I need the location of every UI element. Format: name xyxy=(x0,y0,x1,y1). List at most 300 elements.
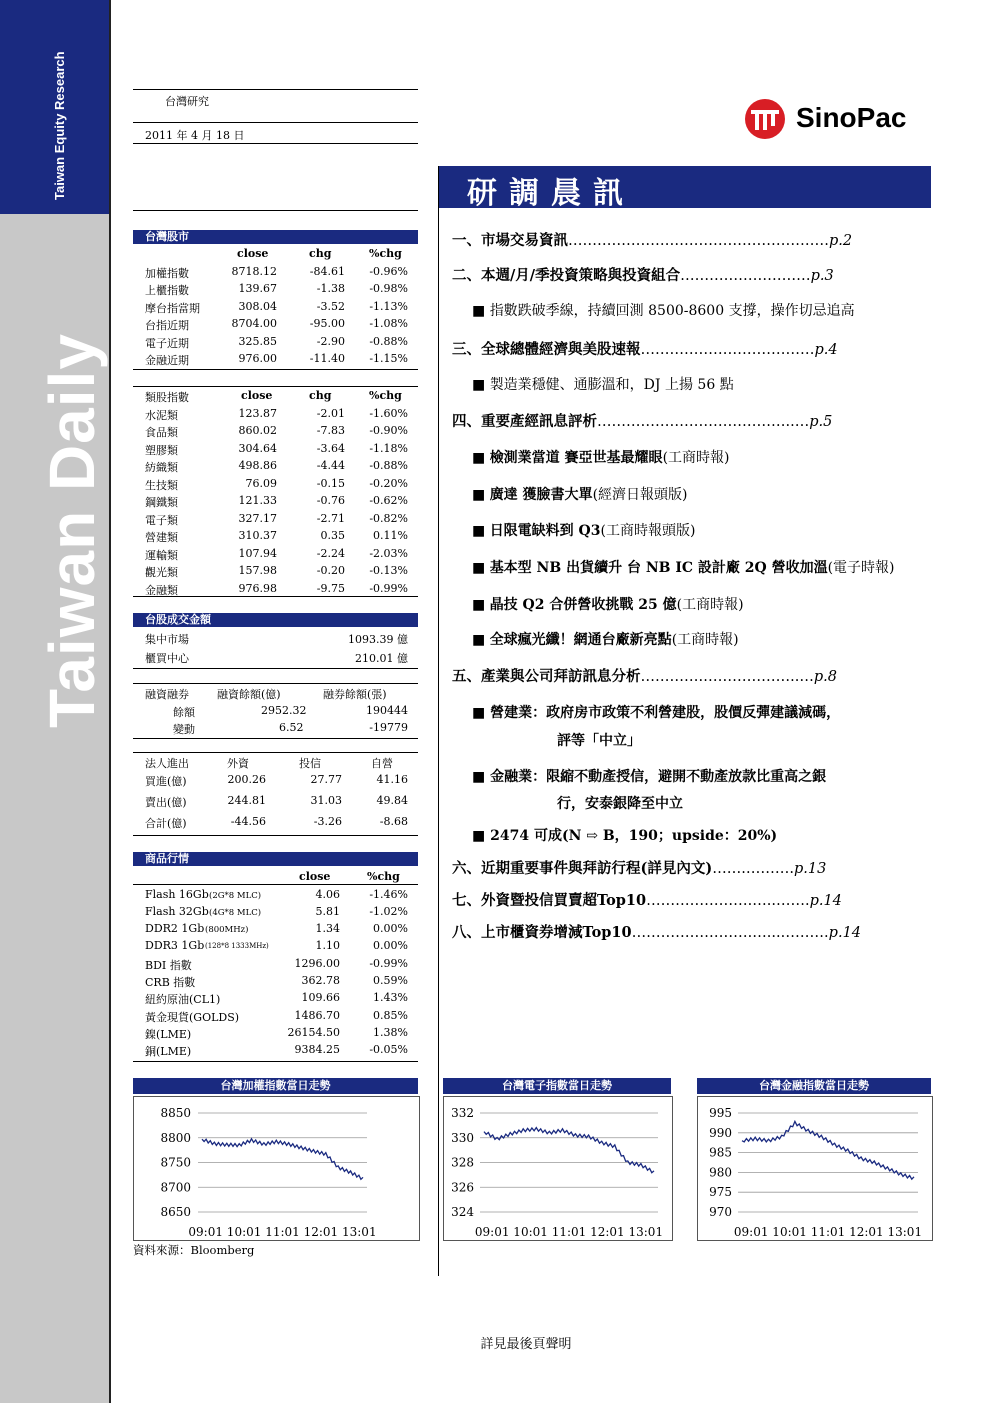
col-close: close xyxy=(299,870,331,883)
source-note: 資料來源：Bloomberg xyxy=(133,1243,255,1257)
sidebar-title: Taiwan Daily xyxy=(36,333,108,728)
sector-row-cell: -7.83 xyxy=(316,424,345,437)
sector-row-cell: -2.71 xyxy=(316,511,345,525)
commodity-name: Flash 16Gb xyxy=(145,887,209,901)
market-row-cell: -84.61 xyxy=(309,264,345,278)
commodity-row xyxy=(133,955,418,972)
commodity-name: DDR2 1Gb xyxy=(145,922,205,936)
sector-header-row xyxy=(133,387,418,405)
inst-row-cell: 41.16 xyxy=(376,772,408,786)
col-chg: chg xyxy=(309,247,332,260)
chart-electronics-svg xyxy=(444,1097,672,1240)
short-value: 190444 xyxy=(366,703,408,717)
inst-row-cell: 31.03 xyxy=(310,793,342,807)
toc-page: p.4 xyxy=(814,342,838,358)
toc-dots: …………………….…...………. xyxy=(631,925,829,941)
market-row-cell: 電子近期 xyxy=(145,336,189,350)
toc-label: 八、上市櫃資券增減Top10 xyxy=(452,924,632,941)
bullet-industry-1-cont: 評等「中立」 xyxy=(557,733,641,749)
market-row-cell: 上櫃指數 xyxy=(145,284,189,297)
sector-row-cell: 0.35 xyxy=(320,529,345,542)
toc-dots: ………………….…..……. xyxy=(646,893,810,909)
commodity-pchg: -1.46% xyxy=(369,887,408,901)
sector-row xyxy=(133,457,418,475)
inst-row xyxy=(133,813,418,834)
commodity-row xyxy=(133,920,418,937)
col-margin: 融資融券 xyxy=(145,688,189,701)
market-rule xyxy=(133,369,418,370)
margin-rule xyxy=(133,738,418,739)
commodity-name: 紐約原油(CL1) xyxy=(145,993,221,1007)
sector-row-cell: -0.90% xyxy=(369,424,408,437)
commodity-name: BDI 指數 xyxy=(145,958,192,972)
commodities-heading: 商品行情 xyxy=(133,852,418,866)
market-row-cell: -0.98% xyxy=(369,282,408,295)
y-tick-label: 8800 xyxy=(160,1130,191,1145)
turnover-row xyxy=(133,648,418,667)
sector-row-cell: 107.94 xyxy=(238,546,277,560)
market-row-cell: -3.52 xyxy=(316,299,345,313)
toc-entry[interactable] xyxy=(452,889,842,910)
title-bar xyxy=(439,166,931,211)
commodities-table xyxy=(133,868,418,1058)
sector-row-cell: -0.62% xyxy=(369,494,408,507)
bullet-title: 檢測業當道 賽亞世基最耀眼 xyxy=(489,450,663,466)
sector-row-cell: 運輸類 xyxy=(145,548,178,562)
toc-entry[interactable] xyxy=(452,229,852,250)
toc-dots: …….………. xyxy=(712,861,794,877)
bullet-news-2: ■ 廣達 獲臉書大單(經濟日報頭版) xyxy=(472,487,688,503)
market-row-cell: -95.00 xyxy=(309,317,345,330)
bullet-source: (電子時報) xyxy=(827,560,895,576)
header-rule-table xyxy=(133,210,418,211)
sector-row-cell: 鋼鐵類 xyxy=(145,496,178,509)
col-pchg: %chg xyxy=(369,389,402,402)
bullet-news-1: ■ 檢測業當道 賽亞世基最耀眼(工商時報) xyxy=(472,450,730,466)
y-tick-label: 8700 xyxy=(160,1180,191,1195)
market-row xyxy=(133,280,418,298)
toc-page: p.3 xyxy=(810,268,834,284)
sector-row xyxy=(133,405,418,423)
col-margin-balance: 融資餘額(億) xyxy=(217,688,281,701)
market-row-cell: -11.40 xyxy=(309,352,345,365)
sector-row-cell: -0.76 xyxy=(316,494,345,507)
y-tick-label: 975 xyxy=(709,1185,732,1200)
toc-dots: …………………………………..… xyxy=(597,414,810,430)
inst-row-cell: 買進(億) xyxy=(145,774,187,788)
inst-row-cell: -8.68 xyxy=(379,814,408,828)
sector-row xyxy=(133,562,418,580)
market-header-row xyxy=(133,245,418,263)
turnover-label: 集中市場 xyxy=(145,633,189,646)
sector-row xyxy=(133,440,418,458)
y-tick-label: 332 xyxy=(451,1106,474,1120)
col-dealer: 自營 xyxy=(371,757,393,770)
series-line xyxy=(484,1128,654,1173)
toc-label: 一、市場交易資訊 xyxy=(452,232,568,249)
market-row-cell: -0.88% xyxy=(369,334,408,348)
turnover-label: 櫃買中心 xyxy=(145,652,189,665)
col-short-balance: 融券餘額(張) xyxy=(323,688,387,701)
toc-label: 二、本週/月/季投資策略與投資組合 xyxy=(452,267,681,284)
margin-header-row xyxy=(133,684,418,702)
bullet-news-5: ■ 晶技 Q2 合併營收挑戰 25 億(工商時報) xyxy=(472,597,744,613)
sector-row xyxy=(133,510,418,528)
col-inst: 法人進出 xyxy=(145,757,189,770)
sector-row-cell: 金融類 xyxy=(145,583,178,597)
market-row-cell: 139.67 xyxy=(238,282,277,295)
market-row-cell: 金融近期 xyxy=(145,354,189,367)
market-row-cell: 摩台指當期 xyxy=(145,301,200,315)
bullet-text: 製造業穩健、通膨溫和，DJ 上揚 56 點 xyxy=(489,377,734,393)
sector-row-cell: 976.98 xyxy=(238,581,277,595)
turnover-value: 210.01 億 xyxy=(355,652,408,665)
bullet-title: 廣達 獲臉書大單 xyxy=(489,487,593,503)
margin-label: 餘額 xyxy=(173,705,195,719)
y-tick-label: 980 xyxy=(709,1165,732,1180)
commodity-pchg: 0.59% xyxy=(373,973,408,987)
sector-row-cell: 498.86 xyxy=(238,459,277,472)
short-value: -19779 xyxy=(369,721,408,734)
commodity-row xyxy=(133,903,418,920)
y-tick-label: 328 xyxy=(451,1155,474,1170)
commodity-header-rule xyxy=(133,884,418,885)
market-row-cell: 325.85 xyxy=(238,334,277,348)
commodity-row xyxy=(133,989,418,1006)
inst-row-cell: -3.26 xyxy=(313,814,342,828)
inst-row-cell: 賣出(億) xyxy=(145,795,187,809)
toc-page: p.14 xyxy=(828,925,862,941)
commodity-pchg: -0.99% xyxy=(369,956,408,970)
sector-row-cell: 76.09 xyxy=(245,476,277,490)
bullet-source: (工商時報) xyxy=(662,450,730,466)
sector-row xyxy=(133,422,418,440)
commodity-close: 26154.50 xyxy=(287,1025,340,1039)
bullet-company: ■ 2474 可成(N ⇨ B，190；upside：20%) xyxy=(472,828,778,844)
bullet-news-6: ■ 全球瘋光纖！網通台廠新亮點(工商時報) xyxy=(472,632,739,648)
commodity-name: Flash 32Gb xyxy=(145,904,209,918)
sector-row-cell: 塑膠類 xyxy=(145,443,178,457)
margin-row xyxy=(133,702,418,720)
col-chg: chg xyxy=(309,389,332,402)
commodity-pchg: 1.38% xyxy=(373,1025,408,1039)
toc-entry[interactable] xyxy=(452,857,826,878)
market-row-cell: -1.13% xyxy=(369,299,408,313)
sector-row-cell: 食品類 xyxy=(145,426,178,439)
toc-entry[interactable] xyxy=(452,338,838,359)
sector-row-cell: -0.20 xyxy=(316,564,345,577)
footer-disclaimer: 詳見最後頁聲明 xyxy=(480,1337,572,1352)
margin-value: 2952.32 xyxy=(261,703,307,717)
commodity-close: 1.34 xyxy=(315,922,340,936)
market-row-cell: 台指近期 xyxy=(145,319,189,332)
toc-page: p.8 xyxy=(813,669,837,685)
commodity-row xyxy=(133,1041,418,1058)
bullet-title: 全球瘋光纖！網通台廠新亮點 xyxy=(489,632,672,648)
y-tick-label: 970 xyxy=(709,1205,732,1219)
sector-row-cell: -0.20% xyxy=(369,476,408,490)
bullet-industry-2: ■ 金融業：限縮不動產授信，避開不動產放款比重高之銀 xyxy=(472,769,827,785)
commodity-name: 銅(LME) xyxy=(145,1045,192,1059)
sector-row-cell: 0.11% xyxy=(373,529,408,542)
market-row-cell: -2.90 xyxy=(316,334,345,348)
sector-row-cell: -9.75 xyxy=(316,581,345,595)
market-row-cell: -1.15% xyxy=(369,352,408,365)
toc-entry[interactable] xyxy=(452,665,837,686)
sector-row-cell: -0.88% xyxy=(369,459,408,472)
market-row xyxy=(133,333,418,351)
bullet-text: 金融業：限縮不動產授信，避開不動產放款比重高之銀 xyxy=(490,769,827,785)
col-pchg: %chg xyxy=(369,247,402,260)
commodity-name: 鎳(LME) xyxy=(145,1027,192,1041)
y-tick-label: 326 xyxy=(451,1180,474,1195)
sector-row-cell: 860.02 xyxy=(238,424,277,437)
sector-row-cell: -2.03% xyxy=(369,546,408,560)
sector-row-cell: -0.15 xyxy=(316,476,345,490)
sector-row-cell: 電子類 xyxy=(145,513,178,527)
sector-row-cell: 營建類 xyxy=(145,531,178,544)
turnover-table xyxy=(133,629,418,667)
bullet-text: 指數跌破季線，持續回測 8500-8600 支撐，操作切忌追高 xyxy=(489,303,855,319)
sinopac-logo-icon xyxy=(742,98,788,140)
bullet-text: 2474 可成(N ⇨ B，190；upside：20%) xyxy=(490,828,778,844)
sector-row-cell: -1.60% xyxy=(369,406,408,420)
chart-electronics xyxy=(443,1096,673,1241)
commodity-close: 362.78 xyxy=(301,973,340,987)
commodity-close: 5.81 xyxy=(315,904,340,918)
inst-row-cell: 49.84 xyxy=(376,793,408,807)
commodity-header-row xyxy=(133,868,418,886)
col-pchg: %chg xyxy=(367,870,400,883)
toc-label: 七、外資暨投信買賣超Top10 xyxy=(452,892,647,909)
toc-page: p.5 xyxy=(809,414,833,430)
commodity-close: 1486.70 xyxy=(294,1008,340,1022)
commodity-row xyxy=(133,1024,418,1041)
sinopac-logo xyxy=(742,98,932,140)
turnover-heading: 台股成交金額 xyxy=(133,613,418,627)
commodity-row xyxy=(133,937,418,954)
y-tick-label: 8750 xyxy=(160,1155,191,1170)
sector-row-cell: -1.18% xyxy=(369,441,408,455)
bullet-industry-1: ■ 營建業：政府房市政策不利營建股，股價反彈建議減碼， xyxy=(472,705,841,721)
col-trust: 投信 xyxy=(299,757,321,770)
header-rule-bottom xyxy=(133,143,418,144)
chart-finance-svg xyxy=(698,1097,932,1240)
y-tick-label: 8650 xyxy=(160,1205,191,1219)
sector-row xyxy=(133,580,418,598)
toc-page: p.13 xyxy=(793,861,827,877)
logo-text: SinoPac xyxy=(796,102,907,133)
market-row xyxy=(133,315,418,333)
market-row xyxy=(133,350,418,368)
inst-header-row xyxy=(133,753,418,771)
sector-row-cell: -0.99% xyxy=(369,581,408,595)
sector-row-cell: 紡織類 xyxy=(145,461,178,474)
sector-row-cell: 水泥類 xyxy=(145,408,178,422)
market-row-cell: -1.08% xyxy=(369,317,408,330)
y-tick-label: 330 xyxy=(451,1130,474,1145)
market-row-cell: 8704.00 xyxy=(231,317,277,330)
toc-entry[interactable] xyxy=(452,264,834,285)
market-table xyxy=(133,245,418,368)
sector-row-cell: -0.82% xyxy=(369,511,408,525)
col-close: close xyxy=(241,389,273,402)
market-heading: 台灣股市 xyxy=(133,230,418,244)
header-rule-mid xyxy=(133,122,418,123)
bullet-source: (經濟日報頭版) xyxy=(592,487,688,503)
x-tick-labels: 09:01 10:01 11:01 12:01 13:01 xyxy=(188,1225,377,1239)
toc-dots: ……………………………… xyxy=(640,342,815,358)
commodity-spec: (128*8 1333MHz) xyxy=(205,942,269,951)
commodity-pchg: 1.43% xyxy=(373,991,408,1005)
bullet-global: ■ 製造業穩健、通膨溫和，DJ 上揚 56 點 xyxy=(472,377,734,393)
sector-row-cell: -0.13% xyxy=(369,564,408,577)
bullet-industry-2-cont: 行，安泰銀降至中立 xyxy=(557,796,683,812)
market-row xyxy=(133,263,418,281)
toc-dots: ……………………… xyxy=(680,268,811,284)
sidebar xyxy=(0,0,111,1403)
commodity-spec: (4G*8 MLC) xyxy=(209,907,262,918)
toc-label: 五、產業與公司拜訪訊息分析 xyxy=(452,668,641,685)
inst-row-cell: 244.81 xyxy=(227,793,266,807)
commodity-row xyxy=(133,972,418,989)
page-title: 研調晨訊 xyxy=(467,176,635,211)
margin-row xyxy=(133,719,418,737)
bullet-title: 基本型 NB 出貨續升 台 NB IC 設計廠 2Q 營收加溫 xyxy=(489,560,828,576)
sector-row-cell: 304.64 xyxy=(238,441,277,455)
commodity-pchg: 0.00% xyxy=(373,939,408,953)
col-foreign: 外資 xyxy=(227,757,249,770)
bullet-title: 晶技 Q2 合併營收挑戰 25 億 xyxy=(489,597,677,613)
chart-taiex-svg xyxy=(134,1097,419,1240)
sector-row-cell: 觀光類 xyxy=(145,566,178,579)
inst-row xyxy=(133,792,418,813)
bullet-news-3: ■ 日限電缺料到 Q3(工商時報頭版) xyxy=(472,523,696,539)
market-row-cell: 8718.12 xyxy=(231,264,277,278)
header-rule-top xyxy=(133,89,418,90)
series-line xyxy=(202,1139,363,1180)
inst-row xyxy=(133,771,418,792)
chart-finance xyxy=(697,1096,933,1241)
y-tick-label: 990 xyxy=(709,1125,732,1140)
sector-rule xyxy=(133,596,418,597)
inst-row-cell: -44.56 xyxy=(230,814,266,828)
column-divider xyxy=(438,166,439,1276)
turnover-value: 1093.39 億 xyxy=(348,633,408,646)
inst-rule xyxy=(133,835,418,836)
y-tick-label: 995 xyxy=(709,1106,732,1120)
commodity-pchg: -1.02% xyxy=(369,904,408,918)
chart-title-finance: 台灣金融指數當日走勢 xyxy=(697,1078,931,1094)
col-close: close xyxy=(237,247,269,260)
commodity-pchg: -0.05% xyxy=(369,1043,408,1057)
commodity-row xyxy=(133,886,418,903)
y-tick-label: 8850 xyxy=(160,1106,191,1120)
commodity-close: 109.66 xyxy=(301,991,340,1005)
commodity-close: 1296.00 xyxy=(294,956,340,970)
toc-dots: ……………………………………………… xyxy=(568,233,829,249)
sector-row xyxy=(133,545,418,563)
sector-row-cell: -2.01 xyxy=(316,406,345,420)
bullet-source: (工商時報頭版) xyxy=(600,523,696,539)
inst-row-cell: 27.77 xyxy=(310,772,342,786)
market-row-cell: -1.38 xyxy=(316,282,345,295)
commodity-spec: (800MHz) xyxy=(205,925,249,936)
x-tick-labels: 09:01 10:01 11:01 12:01 13:01 xyxy=(733,1225,923,1239)
col-sector: 類股指數 xyxy=(145,391,189,404)
bullet-strategy: ■ 指數跌破季線，持續回測 8500-8600 支撐，操作切忌追高 xyxy=(472,303,855,319)
commodity-name: CRB 指數 xyxy=(145,975,196,989)
turnover-row xyxy=(133,629,418,648)
market-row xyxy=(133,298,418,316)
market-row-cell: 308.04 xyxy=(238,299,277,313)
series-line xyxy=(742,1121,914,1179)
sector-row xyxy=(133,527,418,545)
commodity-pchg: 0.00% xyxy=(373,922,408,936)
sector-row-cell: 327.17 xyxy=(238,511,277,525)
commodity-spec: (2G*8 MLC) xyxy=(209,890,262,901)
margin-value: 6.52 xyxy=(279,721,304,734)
sector-row-cell: 157.98 xyxy=(238,564,277,577)
sidebar-top-text: Taiwan Equity Research xyxy=(52,51,67,200)
bullet-title: 日限電缺料到 Q3 xyxy=(489,523,601,539)
toc-label: 四、重要產經訊息評析 xyxy=(452,413,597,430)
toc-label: 三、全球總體經濟與美股速報 xyxy=(452,341,641,358)
x-tick-labels: 09:01 10:01 11:01 12:01 13:01 xyxy=(474,1225,664,1239)
toc-label: 六、近期重要事件與拜訪行程(詳見內文) xyxy=(452,860,713,877)
sector-row-cell: 121.33 xyxy=(238,494,277,507)
sector-row xyxy=(133,475,418,493)
sector-row-cell: -2.24 xyxy=(316,546,345,560)
y-tick-label: 985 xyxy=(709,1145,732,1160)
bullet-news-4: ■ 基本型 NB 出貨續升 台 NB IC 設計廠 2Q 營收加溫(電子時報) xyxy=(472,560,895,576)
toc-entry[interactable] xyxy=(452,921,861,942)
inst-row-cell: 200.26 xyxy=(227,772,266,786)
header-date: 2011 年 4 月 18 日 xyxy=(145,129,245,142)
market-row-cell: 976.00 xyxy=(238,352,277,365)
header-dept: 台灣研究 xyxy=(165,95,209,108)
sidebar-top-band xyxy=(0,0,109,214)
margin-label: 變動 xyxy=(173,723,195,736)
chart-title-electronics: 台灣電子指數當日走勢 xyxy=(443,1078,671,1094)
chart-taiex xyxy=(133,1096,420,1241)
sector-row-cell: 123.87 xyxy=(238,406,277,420)
toc-dots: ………….………………..… xyxy=(640,669,814,685)
y-tick-label: 324 xyxy=(451,1205,474,1219)
toc-entry[interactable] xyxy=(452,410,832,431)
commodity-name: 黃金現貨(GOLDS) xyxy=(145,1010,240,1024)
commodity-rule xyxy=(133,1061,418,1062)
sector-row-cell: -4.44 xyxy=(316,459,345,472)
turnover-rule xyxy=(133,668,418,669)
sector-row xyxy=(133,492,418,510)
sector-table xyxy=(133,387,418,597)
bullet-source: (工商時報) xyxy=(671,632,739,648)
bullet-source: (工商時報) xyxy=(676,597,744,613)
commodity-name: DDR3 1Gb xyxy=(145,939,205,953)
commodity-close: 4.06 xyxy=(315,887,340,901)
margin-table xyxy=(133,684,418,737)
sector-row-cell: -3.64 xyxy=(316,441,345,455)
institutions-table xyxy=(133,753,418,834)
bullet-text: 營建業：政府房市政策不利營建股，股價反彈建議減碼， xyxy=(490,705,841,721)
commodity-pchg: 0.85% xyxy=(373,1008,408,1022)
commodity-close: 1.10 xyxy=(315,939,340,953)
commodity-row xyxy=(133,1007,418,1024)
market-row-cell: 加權指數 xyxy=(145,266,189,280)
sector-row-cell: 生技類 xyxy=(145,478,178,492)
toc-page: p.14 xyxy=(809,893,842,909)
